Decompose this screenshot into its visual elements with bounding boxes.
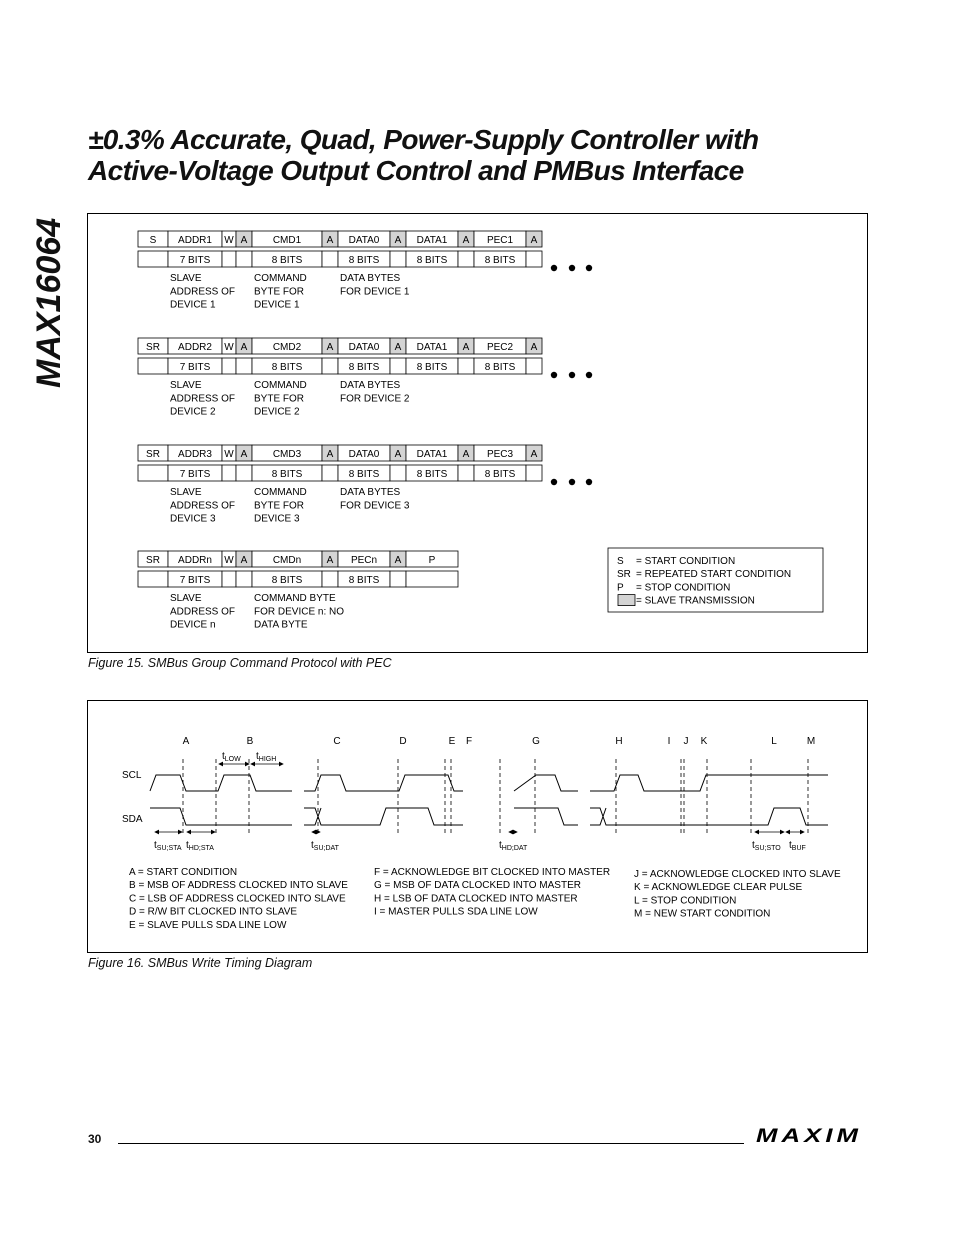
field-label: A (326, 342, 334, 353)
timing-subscript: HD;STA (188, 845, 214, 852)
figure-15-diagram (88, 214, 867, 652)
timing-legend-item: K = ACKNOWLEDGE CLEAR PULSE (634, 882, 803, 894)
sda-waveform (150, 808, 292, 825)
bits-cell (138, 358, 168, 374)
timing-legend-item: L = STOP CONDITION (634, 895, 737, 907)
field-description: DEVICE 3 (254, 513, 300, 525)
field-label: SR (146, 342, 160, 353)
timing-symbol: t (256, 751, 259, 762)
field-bits: 8 BITS (484, 469, 516, 480)
field-description: DEVICE n (170, 619, 216, 631)
bits-cell (458, 358, 474, 374)
timing-symbol: t (789, 840, 792, 851)
maxim-logo (754, 1126, 864, 1146)
field-label: SR (146, 555, 160, 566)
sda-waveform (304, 808, 321, 825)
field-bits: 8 BITS (416, 255, 448, 266)
field-description: ADDRESS OF (170, 606, 236, 618)
protocol-frame (138, 551, 458, 631)
field-description: DEVICE 3 (170, 513, 216, 525)
bits-cell (322, 358, 338, 374)
field-bits: 8 BITS (271, 255, 303, 266)
timing-legend-item: A = START CONDITION (129, 867, 238, 878)
slave-transmission-swatch (618, 595, 635, 606)
legend-text: = REPEATED START CONDITION (636, 569, 792, 581)
footer-rule (118, 1143, 744, 1144)
figure-16-box (87, 700, 868, 953)
field-description: ADDRESS OF (170, 286, 236, 298)
event-marker: J (683, 736, 689, 747)
field-label: A (394, 555, 402, 566)
field-description: COMMAND (254, 487, 307, 498)
legend-text: = START CONDITION (636, 556, 736, 567)
field-bits: 8 BITS (348, 362, 380, 373)
event-marker: I (667, 736, 671, 747)
timing-parameter-label (256, 751, 276, 763)
bits-cell (526, 465, 542, 481)
bits-cell (406, 571, 458, 587)
event-marker: E (448, 736, 456, 747)
protocol-legend (608, 548, 823, 612)
continuation-dot (586, 372, 592, 378)
field-label: A (240, 342, 248, 353)
sda-waveform (590, 808, 828, 825)
scl-label: SCL (122, 770, 142, 781)
event-marker: M (806, 736, 816, 747)
field-description: BYTE FOR (254, 286, 305, 298)
legend-key: SR (617, 569, 631, 581)
field-label: A (326, 555, 334, 566)
timing-legend-item: M = NEW START CONDITION (634, 908, 771, 920)
continuation-dot (586, 265, 592, 271)
scl-waveform (150, 775, 292, 791)
timing-legend-item: B = MSB OF ADDRESS CLOCKED INTO SLAVE (129, 880, 348, 892)
field-label: DATA0 (348, 449, 380, 460)
field-description: ADDRESS OF (170, 393, 236, 405)
field-label: CMD2 (272, 342, 302, 353)
field-description: ADDRESS OF (170, 500, 236, 512)
timing-symbol: t (499, 840, 502, 851)
figure-15-caption: Figure 15. SMBus Group Command Protocol with PEC (88, 656, 392, 670)
sda-waveform (590, 808, 606, 825)
timing-subscript: SU;STA (156, 845, 182, 852)
field-description: FOR DEVICE 1 (340, 286, 410, 298)
field-description: DATA BYTES (340, 273, 401, 284)
field-label: W (224, 342, 234, 353)
field-label: W (224, 235, 234, 246)
bits-cell (222, 251, 236, 267)
bits-cell (526, 358, 542, 374)
field-label: DATA0 (348, 235, 380, 246)
side-title-text: MAX16064 (30, 217, 68, 388)
bits-cell (390, 571, 406, 587)
field-bits: 8 BITS (271, 469, 303, 480)
field-bits: 8 BITS (416, 362, 448, 373)
field-label: CMD1 (272, 235, 302, 246)
timing-subscript: BUF (791, 845, 806, 852)
timing-legend-item: J = ACKNOWLEDGE CLOCKED INTO SLAVE (634, 869, 841, 880)
field-label: DATA1 (416, 235, 448, 246)
event-marker: B (246, 736, 254, 747)
timing-labels (122, 736, 841, 931)
continuation-dot (586, 479, 592, 485)
timing-legend-item: F = ACKNOWLEDGE BIT CLOCKED INTO MASTER (374, 867, 611, 878)
sda-waveform (514, 808, 578, 825)
timing-subscript: HD;DAT (501, 845, 528, 852)
event-marker: G (532, 736, 540, 747)
scl-waveform (304, 775, 463, 791)
bits-cell (222, 571, 236, 587)
field-description: DATA BYTE (254, 619, 308, 631)
field-label: DATA1 (416, 449, 448, 460)
timing-parameter-label (499, 840, 528, 852)
event-marker: D (399, 736, 407, 747)
field-label: A (326, 235, 334, 246)
field-label: ADDRn (178, 555, 212, 566)
field-bits: 7 BITS (179, 362, 211, 373)
field-bits: 8 BITS (348, 255, 380, 266)
bits-cell (236, 465, 252, 481)
continuation-dot (569, 479, 575, 485)
timing-legend-item: I = MASTER PULLS SDA LINE LOW (374, 906, 538, 918)
bits-cell (138, 465, 168, 481)
bits-cell (138, 571, 168, 587)
field-label: A (394, 449, 402, 460)
field-label: PEC2 (486, 342, 514, 353)
field-label: PEC1 (486, 235, 514, 246)
legend-key: S (617, 556, 624, 567)
timing-legend-item: D = R/W BIT CLOCKED INTO SLAVE (129, 906, 298, 918)
event-marker: A (182, 736, 190, 747)
field-description: SLAVE (170, 487, 202, 498)
field-label: A (394, 342, 402, 353)
field-label: A (240, 449, 248, 460)
figure-15-box (87, 213, 868, 653)
field-label: A (530, 342, 538, 353)
field-description: DEVICE 1 (254, 299, 300, 311)
field-bits: 7 BITS (179, 255, 211, 266)
field-description: FOR DEVICE n: NO (254, 606, 345, 618)
field-label: P (428, 555, 436, 566)
bits-cell (458, 465, 474, 481)
field-label: DATA1 (416, 342, 448, 353)
timing-parameter-label (311, 840, 340, 852)
field-description: BYTE FOR (254, 393, 305, 405)
field-bits: 7 BITS (179, 575, 211, 586)
field-label: SR (146, 449, 160, 460)
field-label: A (530, 235, 538, 246)
bits-cell (390, 465, 406, 481)
figure-16-diagram (88, 701, 867, 952)
timing-symbol: t (222, 751, 225, 762)
field-label: A (530, 449, 538, 460)
timing-subscript: LOW (224, 756, 241, 763)
timing-parameter-label (186, 840, 214, 852)
continuation-dot (551, 265, 557, 271)
timing-parameter-label (222, 751, 241, 763)
bits-cell (236, 571, 252, 587)
bits-cell (526, 251, 542, 267)
field-description: COMMAND (254, 380, 307, 391)
event-marker: C (333, 736, 341, 747)
field-bits: 8 BITS (484, 362, 516, 373)
bits-cell (322, 251, 338, 267)
protocol-frame (138, 231, 592, 311)
protocol-frame (138, 338, 592, 418)
field-label: DATA0 (348, 342, 380, 353)
bits-cell (236, 358, 252, 374)
field-bits: 8 BITS (348, 575, 380, 586)
timing-symbol: t (311, 840, 314, 851)
field-description: DEVICE 2 (170, 406, 216, 418)
event-marker: H (615, 736, 623, 747)
timing-symbol: t (752, 840, 755, 851)
field-label: S (149, 235, 157, 246)
side-title (20, 214, 72, 394)
continuation-dot (551, 479, 557, 485)
bits-cell (322, 465, 338, 481)
field-label: A (240, 555, 248, 566)
timing-legend-item: G = MSB OF DATA CLOCKED INTO MASTER (374, 880, 581, 892)
field-bits: 8 BITS (271, 575, 303, 586)
field-bits: 8 BITS (484, 255, 516, 266)
timing-waveforms (150, 759, 828, 834)
field-label: ADDR1 (178, 235, 212, 246)
field-description: DATA BYTES (340, 380, 401, 391)
field-description: SLAVE (170, 273, 202, 284)
field-label: A (240, 235, 248, 246)
field-bits: 8 BITS (348, 469, 380, 480)
timing-parameter-label (154, 840, 182, 852)
bits-cell (322, 571, 338, 587)
timing-symbol: t (154, 840, 157, 851)
timing-legend-item: E = SLAVE PULLS SDA LINE LOW (129, 919, 287, 931)
bits-cell (458, 251, 474, 267)
legend-text: = SLAVE TRANSMISSION (636, 595, 755, 607)
field-label: A (394, 235, 402, 246)
timing-legend-item: H = LSB OF DATA CLOCKED INTO MASTER (374, 893, 578, 905)
title-line-2: Active-Voltage Output Control and PMBus Interface (88, 155, 744, 186)
continuation-dot (551, 372, 557, 378)
timing-subscript: SU;DAT (313, 845, 339, 852)
field-description: COMMAND (254, 273, 307, 284)
field-description: SLAVE (170, 380, 202, 391)
bits-cell (222, 465, 236, 481)
continuation-dot (569, 265, 575, 271)
event-marker: F (465, 736, 473, 747)
document-title (88, 124, 928, 186)
sda-waveform (304, 808, 463, 825)
event-marker: K (700, 736, 708, 747)
timing-legend-item: C = LSB OF ADDRESS CLOCKED INTO SLAVE (129, 893, 346, 905)
field-description: SLAVE (170, 593, 202, 604)
field-description: DATA BYTES (340, 487, 401, 498)
bits-cell (236, 251, 252, 267)
field-bits: 7 BITS (179, 469, 211, 480)
legend-key: P (617, 582, 624, 594)
bits-cell (138, 251, 168, 267)
scl-waveform (590, 775, 828, 791)
bits-cell (390, 358, 406, 374)
bits-cell (390, 251, 406, 267)
field-description: FOR DEVICE 2 (340, 393, 410, 405)
field-description: DEVICE 2 (254, 406, 300, 418)
continuation-dot (569, 372, 575, 378)
field-label: A (462, 342, 470, 353)
bits-cell (222, 358, 236, 374)
protocol-frame (138, 445, 592, 525)
field-description: BYTE FOR (254, 500, 305, 512)
field-label: W (224, 555, 234, 566)
page-number: 30 (88, 1132, 102, 1146)
timing-subscript: HIGH (258, 756, 277, 763)
legend-text: = STOP CONDITION (636, 582, 731, 594)
timing-parameter-label (789, 840, 806, 852)
field-label: ADDR2 (178, 342, 212, 353)
field-description: COMMAND BYTE (254, 593, 336, 604)
field-description: FOR DEVICE 3 (340, 500, 410, 512)
field-description: DEVICE 1 (170, 299, 216, 311)
field-label: PEC3 (486, 449, 514, 460)
scl-waveform (514, 775, 578, 791)
timing-parameter-label (752, 840, 781, 852)
field-label: A (326, 449, 334, 460)
field-label: CMD3 (272, 449, 302, 460)
field-label: CMDn (272, 555, 302, 566)
field-label: A (462, 235, 470, 246)
field-label: W (224, 449, 234, 460)
maxim-logo-text: MAXIM (756, 1126, 862, 1146)
figure-16-caption: Figure 16. SMBus Write Timing Diagram (88, 956, 313, 970)
field-bits: 8 BITS (271, 362, 303, 373)
timing-subscript: SU;STO (754, 845, 781, 852)
field-bits: 8 BITS (416, 469, 448, 480)
sda-label: SDA (122, 814, 143, 825)
field-label: A (462, 449, 470, 460)
event-marker: L (771, 736, 777, 747)
field-label: ADDR3 (178, 449, 212, 460)
title-line-1: ±0.3% Accurate, Quad, Power-Supply Controller with (88, 124, 759, 155)
timing-symbol: t (186, 840, 189, 851)
field-label: PECn (350, 555, 378, 566)
